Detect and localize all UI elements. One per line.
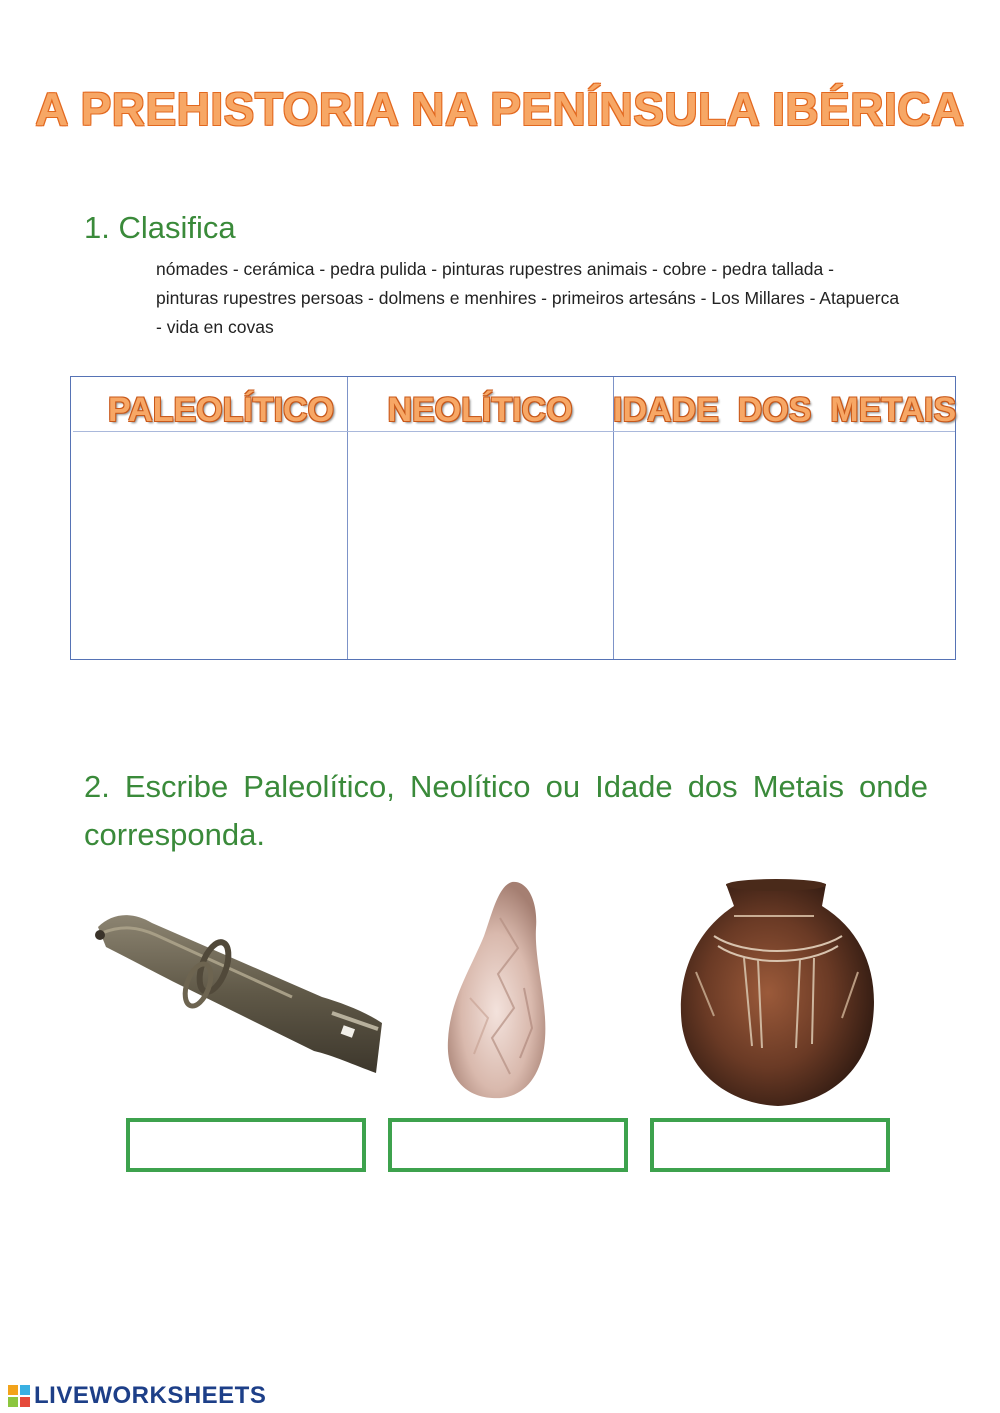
metal-axe-icon — [92, 905, 388, 1080]
logo-square — [20, 1397, 30, 1407]
drop-zone-paleolitico[interactable] — [71, 433, 347, 659]
brand-name: LIVEWORKSHEETS — [34, 1382, 267, 1409]
worksheet-title: A PREHISTORIA NA PENÍNSULA IBÉRICA — [35, 83, 965, 135]
logo-square — [20, 1385, 30, 1395]
column-header-idade-dos-metais: IDADE DOS METAIS — [613, 391, 957, 429]
section2-heading: 2. Escribe Paleolítico, Neolítico ou Idade dos Metais onde corresponda. — [84, 769, 928, 852]
column-header-paleolitico: PALEOLÍTICO — [107, 391, 335, 429]
answer-box-vase[interactable] — [650, 1118, 890, 1172]
answer-box-axe[interactable] — [126, 1118, 366, 1172]
word-bank-line: nómades - cerámica - pedra pulida - pinturas rupestres animais - cobre - pedra tallada - — [156, 259, 834, 279]
section1-heading: 1. Clasifica — [84, 210, 236, 245]
liveworksheets-logo-icon — [8, 1385, 30, 1407]
column-header-neolitico: NEOLÍTICO — [387, 391, 573, 429]
logo-square — [8, 1385, 18, 1395]
ceramic-vase-icon — [674, 876, 880, 1110]
classification-table — [70, 376, 956, 660]
header-divider — [73, 431, 955, 432]
word-bank — [156, 255, 946, 342]
word-bank-line: pinturas rupestres persoas - dolmens e menhires - primeiros artesáns - Los Millares - Atapuerca — [156, 288, 900, 308]
drop-zone-neolitico[interactable] — [348, 433, 613, 659]
answer-box-handaxe[interactable] — [388, 1118, 628, 1172]
footer — [8, 1382, 266, 1410]
stone-handaxe-icon — [440, 878, 560, 1104]
logo-square — [8, 1397, 18, 1407]
word-bank-line: - vida en covas — [156, 317, 274, 337]
drop-zone-idade-dos-metais[interactable] — [614, 433, 954, 659]
